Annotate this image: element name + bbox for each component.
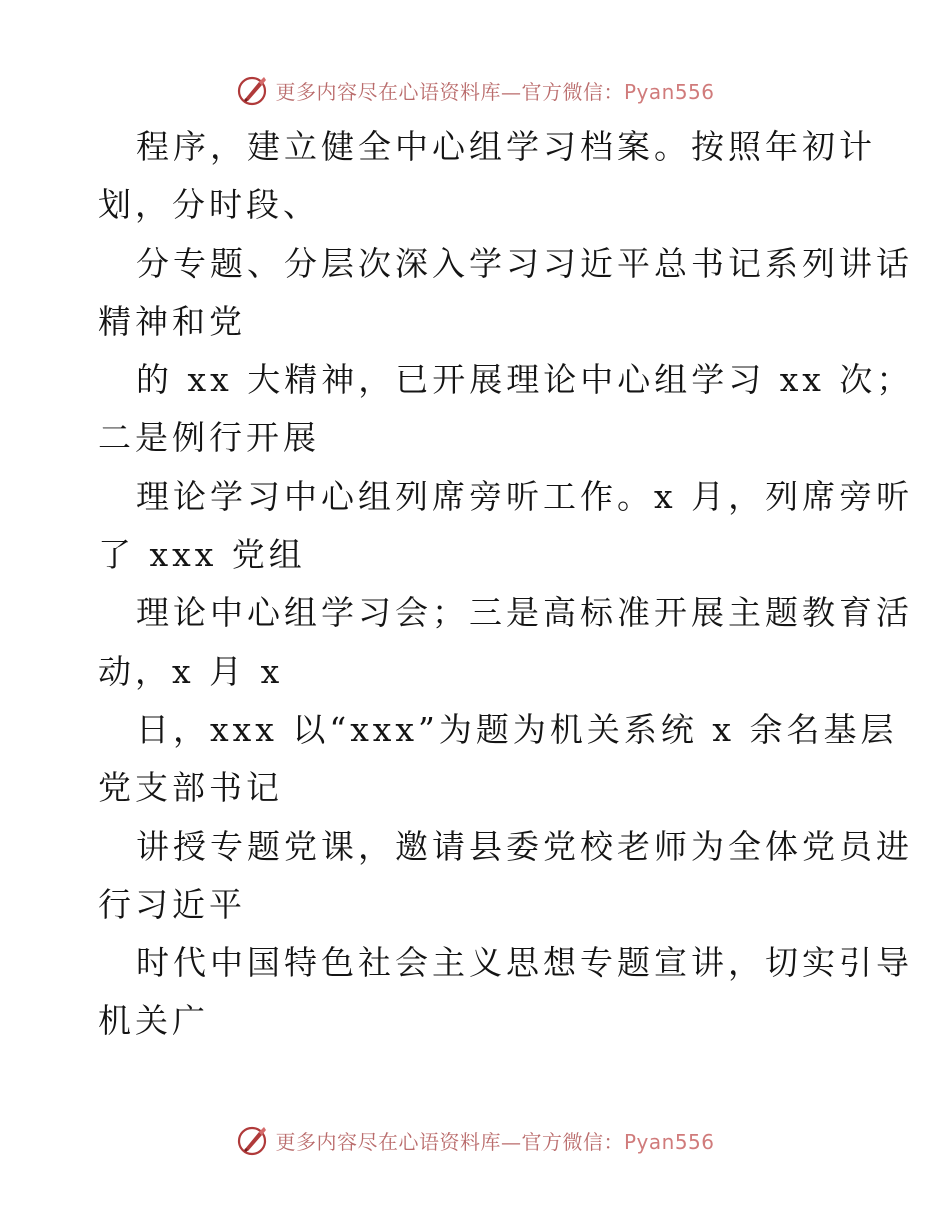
text-line: 讲授专题党课，邀请县委党校老师为全体党员进 [136, 826, 913, 866]
text-line: 党支部书记 [98, 768, 283, 808]
watermark-text [275, 1126, 714, 1155]
text-line: 分专题、分层次深入学习习近平总书记系列讲话 [136, 243, 913, 283]
text-line: 时代中国特色社会主义思想专题宣讲，切实引导 [136, 943, 913, 983]
text-line: 日，xxx 以“xxx”为题为机关系统 x 余名基层 [136, 709, 898, 749]
text-line: 行习近平 [98, 884, 246, 924]
header-watermark [0, 70, 950, 110]
footer-watermark [0, 1120, 950, 1160]
text-line: 程序，建立健全中心组学习档案。按照年初计 [136, 127, 876, 166]
watermark-label: 更多内容尽在心语资料库—官方微信： [275, 79, 624, 104]
text-line: 理论中心组学习会；三是高标准开展主题教育活 [136, 593, 913, 633]
watermark-label: 更多内容尽在心语资料库—官方微信： [275, 1129, 624, 1154]
text-line: 的 xx 大精神，已开展理论中心组学习 xx 次； [136, 360, 914, 400]
text-line: 机关广 [98, 1001, 209, 1041]
text-line: 理论学习中心组列席旁听工作。x 月，列席旁听 [136, 476, 914, 516]
document-body [98, 118, 914, 1051]
watermark-contact: Pyan556 [623, 79, 715, 104]
pen-logo-icon [235, 1123, 269, 1157]
text-line: 动，x 月 x [98, 651, 284, 691]
watermark-text [275, 76, 714, 105]
pen-logo-icon [235, 73, 269, 107]
text-line: 二是例行开展 [98, 418, 320, 458]
text-line: 了 xxx 党组 [98, 535, 306, 575]
text-line: 精神和党 [98, 301, 246, 341]
text-line: 划，分时段、 [98, 185, 320, 225]
watermark-contact: Pyan556 [623, 1129, 715, 1154]
